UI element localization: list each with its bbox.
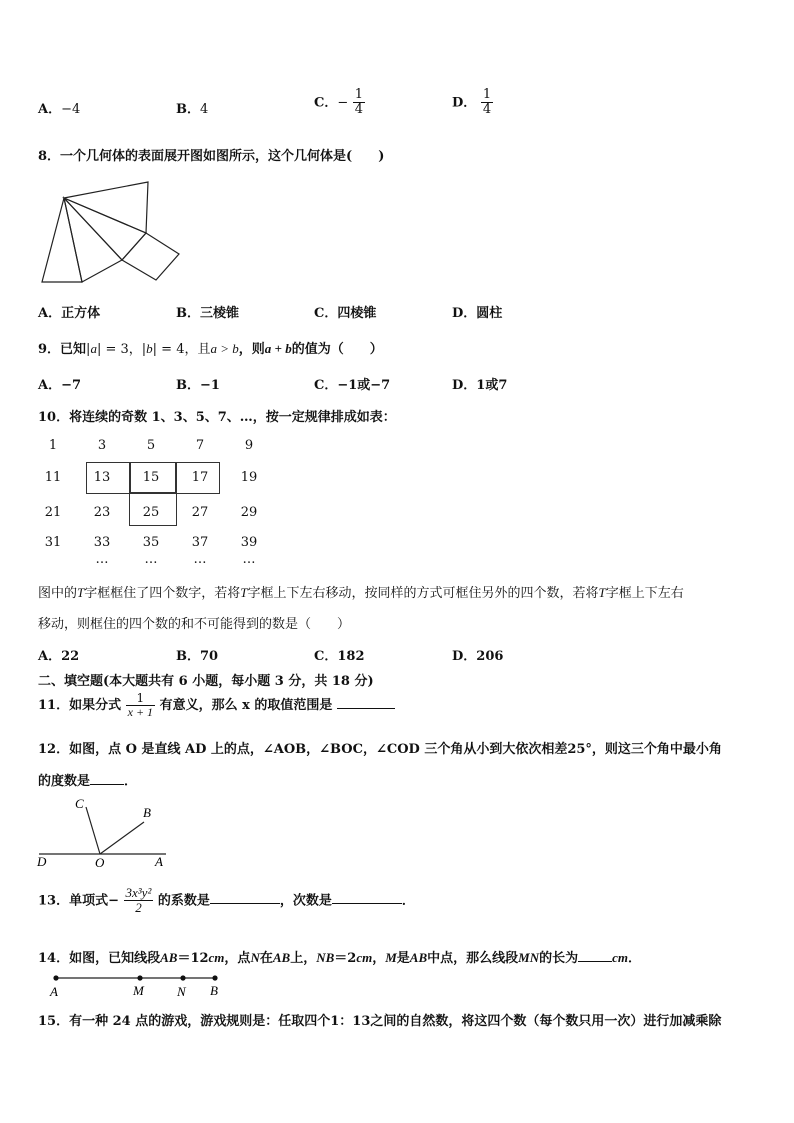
t-frame-box bbox=[86, 462, 131, 494]
q10-line2: 移动，则框住的四个数的和不可能得到的数是（ ） bbox=[38, 617, 351, 632]
q8-net-figure bbox=[38, 178, 188, 288]
table-cell: … bbox=[242, 552, 256, 567]
q7-option-b: B．4 bbox=[176, 102, 209, 117]
table-cell: 11 bbox=[44, 470, 62, 485]
table-cell: 5 bbox=[146, 438, 156, 453]
table-cell: … bbox=[95, 552, 109, 567]
q7-option-a: A．−4 bbox=[38, 102, 81, 117]
table-cell: 3 bbox=[97, 438, 107, 453]
q10-option-a: A．22 bbox=[38, 649, 80, 664]
point-label: M bbox=[133, 983, 144, 998]
table-cell: 17 bbox=[191, 470, 209, 485]
q15-stem: 15．有一种 24 点的游戏，游戏规则是：任取四个1：13之间的自然数，将这四个数（每个数只用一次）进行加减乘除 bbox=[38, 1014, 722, 1029]
q10-option-d: D．206 bbox=[452, 649, 504, 664]
table-cell: 29 bbox=[240, 505, 258, 520]
table-cell: 9 bbox=[244, 438, 254, 453]
table-cell: 35 bbox=[142, 535, 160, 550]
q10-option-b: B．70 bbox=[176, 649, 219, 664]
table-cell: 23 bbox=[93, 505, 111, 520]
q11-stem: 11．如果分式 $\frac{1}{x + 1}$ 有意义，那么 x 的取值范围是 bbox=[38, 692, 395, 719]
q10-stem: 10．将连续的奇数 1、3、5、7、…，按一定规律排成如表： bbox=[38, 410, 396, 425]
q8-stem: 8．一个几何体的表面展开图如图所示，这个几何体是( ) bbox=[38, 149, 385, 164]
point-label: B bbox=[210, 983, 218, 998]
q12-line2: 的度数是 ． bbox=[38, 774, 138, 789]
q12-line1: 12．如图，点 O 是直线 AD 上的点，∠AOB，∠BOC，∠COD 三个角从小到大依次相差25°，则这三个角中最小角 bbox=[38, 742, 722, 757]
table-cell: 15 bbox=[142, 470, 160, 485]
table-cell: 27 bbox=[191, 505, 209, 520]
table-cell: 25 bbox=[142, 505, 160, 520]
answer-blank[interactable] bbox=[578, 961, 612, 962]
q10-option-c: C．182 bbox=[314, 649, 365, 664]
q14-stem: 14．如图，已知线段AB＝12cm，点N在AB上，NB＝2cm，M是AB中点，那么线段MN的长为 cm． bbox=[38, 950, 642, 966]
q10-line1: 图中的T字框框住了四个数字，若将T字框上下左右移动，按同样的方式可框住另外的四个数，若将T字框上下左右 bbox=[38, 585, 684, 601]
point-label: N bbox=[177, 984, 186, 999]
q7-option-c: C．− $\frac{1}{4}$ bbox=[314, 87, 364, 118]
q9-option-c: C．−1或−7 bbox=[314, 378, 391, 393]
q9-option-b: B．−1 bbox=[176, 378, 220, 393]
t-frame-box bbox=[129, 492, 177, 526]
q14-segment-figure bbox=[44, 970, 234, 1000]
table-cell: 33 bbox=[93, 535, 111, 550]
table-cell: 7 bbox=[195, 438, 205, 453]
point-label: D bbox=[37, 854, 47, 869]
table-cell: 21 bbox=[44, 505, 62, 520]
q9-option-d: D．1或7 bbox=[452, 378, 508, 393]
q9-stem: 9．已知|a| = 3，|b| = 4，且a > b，则a + b的值为（ ） bbox=[38, 341, 383, 357]
q12-angle-figure bbox=[34, 795, 184, 870]
q7-option-d: D． $\frac{1}{4}$ bbox=[452, 87, 492, 118]
point-label: O bbox=[95, 855, 105, 870]
t-frame-box bbox=[129, 462, 177, 494]
point-label: A bbox=[155, 854, 163, 869]
table-cell: 39 bbox=[240, 535, 258, 550]
q8-option-d: D．圆柱 bbox=[452, 306, 503, 321]
q8-option-b: B．三棱锥 bbox=[176, 306, 239, 321]
answer-blank[interactable] bbox=[332, 903, 402, 904]
q8-option-c: C．四棱锥 bbox=[314, 306, 377, 321]
answer-blank[interactable] bbox=[210, 903, 280, 904]
point-label: C bbox=[75, 796, 84, 811]
answer-blank[interactable] bbox=[90, 784, 124, 785]
table-cell: 37 bbox=[191, 535, 209, 550]
table-cell: 1 bbox=[48, 438, 58, 453]
table-cell: 13 bbox=[93, 470, 111, 485]
t-frame-box bbox=[175, 462, 220, 494]
table-cell: … bbox=[193, 552, 207, 567]
q8-option-a: A．正方体 bbox=[38, 306, 101, 321]
section-heading: 二、填空题(本大题共有 6 小题，每小题 3 分，共 18 分) bbox=[38, 674, 374, 689]
q13-stem: 13．单项式− $\frac{\text{3x³y²}}{2}$ 的系数是 ，次数是 ． bbox=[38, 885, 415, 916]
point-label: B bbox=[143, 805, 151, 820]
table-cell: … bbox=[144, 552, 158, 567]
q9-option-a: A．−7 bbox=[38, 378, 82, 393]
table-cell: 31 bbox=[44, 535, 62, 550]
table-cell: 19 bbox=[240, 470, 258, 485]
point-label: A bbox=[50, 984, 58, 999]
answer-blank[interactable] bbox=[337, 708, 395, 709]
